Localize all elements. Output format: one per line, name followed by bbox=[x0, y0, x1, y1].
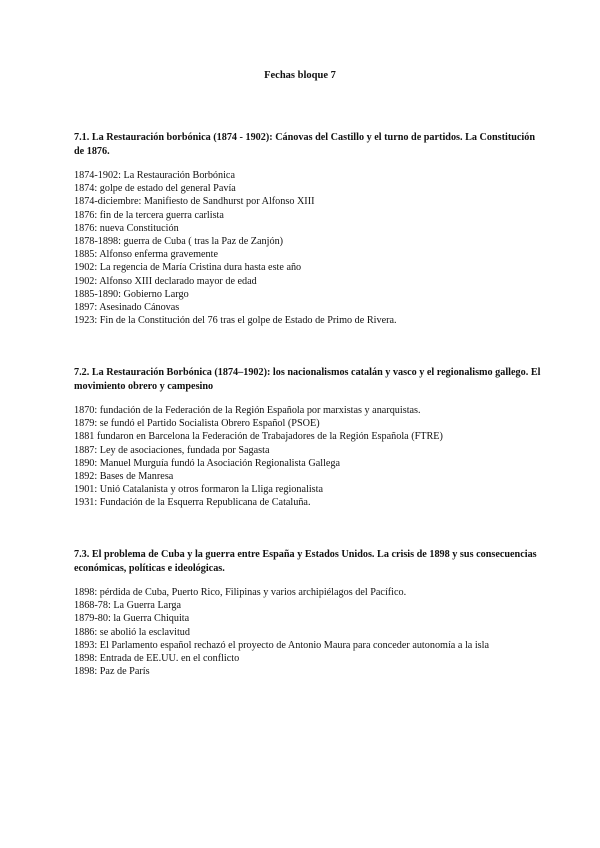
date-entry: 1878-1898: guerra de Cuba ( tras la Paz de Zanjón) bbox=[74, 236, 284, 248]
date-entry: 1874-1902: La Restauración Borbónica bbox=[74, 170, 235, 181]
date-list bbox=[74, 586, 544, 678]
date-entry: 1923: Fin de la Constitución del 76 tras el golpe de Estado de Primo de Rivera. bbox=[74, 315, 397, 327]
date-entry: 1885-1890: Gobierno Largo bbox=[74, 288, 189, 300]
section-heading: 7.3. El problema de Cuba y la guerra entre España y Estados Unidos. La crisis de 1898 y sus consecuencias económicas, políticas e ideológicas. bbox=[74, 549, 537, 574]
date-entry: 1931: Fundación de la Esquerra Republicana de Cataluña. bbox=[74, 497, 311, 509]
section-7-1 bbox=[74, 131, 544, 327]
date-entry: 1892: Bases de Manresa bbox=[74, 471, 174, 483]
section-7-3 bbox=[74, 548, 544, 678]
section-heading: 7.1. La Restauración borbónica (1874 - 1902): Cánovas del Castillo y el turno de partidos. La Constitución de 1876. bbox=[74, 132, 535, 157]
date-entry: 1876: nueva Constitución bbox=[74, 222, 179, 234]
date-list bbox=[74, 404, 544, 510]
date-entry: 1902: Alfonso XIII declarado mayor de edad bbox=[74, 275, 257, 287]
date-entry: 1879: se fundó el Partido Socialista Obrero Español (PSOE) bbox=[74, 418, 320, 430]
date-list bbox=[74, 169, 544, 327]
date-entry: 1902: La regencia de María Cristina dura hasta este año bbox=[74, 262, 302, 274]
section-heading: 7.2. La Restauración Borbónica (1874–1902): los nacionalismos catalán y vasco y el regionalismo gallego. El movimiento obrero y campesino bbox=[74, 367, 541, 392]
page-title: Fechas bloque 7 bbox=[264, 70, 336, 81]
date-entry: 1868-78: La Guerra Larga bbox=[74, 600, 182, 612]
date-entry: 1887: Ley de asociaciones, fundada por Sagasta bbox=[74, 444, 270, 456]
date-entry: 1874: golpe de estado del general Pavía bbox=[74, 183, 236, 195]
date-entry: 1881 fundaron en Barcelona la Federación de Trabajadores de la Región Española (FTRE) bbox=[74, 431, 443, 443]
date-entry: 1886: se abolió la esclavitud bbox=[74, 626, 190, 638]
date-entry: 1879-80: la Guerra Chiquita bbox=[74, 613, 190, 625]
date-entry: 1893: El Parlamento español rechazó el proyecto de Antonio Maura para conceder autonomía a la isla bbox=[74, 639, 489, 651]
date-entry: 1876: fin de la tercera guerra carlista bbox=[74, 209, 224, 221]
section-7-2 bbox=[74, 366, 544, 510]
date-entry: 1874-diciembre: Manifiesto de Sandhurst por Alfonso XIII bbox=[74, 196, 315, 208]
date-entry: 1897: Asesinado Cánovas bbox=[74, 302, 180, 314]
date-entry: 1898: Paz de París bbox=[74, 666, 150, 678]
date-entry: 1898: Entrada de EE.UU. en el conflicto bbox=[74, 653, 240, 665]
date-entry: 1901: Unió Catalanista y otros formaron la Lliga regionalista bbox=[74, 484, 323, 496]
date-entry: 1898: pérdida de Cuba, Puerto Rico, Filipinas y varios archipiélagos del Pacífico. bbox=[74, 587, 407, 598]
date-entry: 1870: fundación de la Federación de la Región Española por marxistas y anarquistas. bbox=[74, 405, 421, 416]
date-entry: 1885: Alfonso enferma gravemente bbox=[74, 249, 218, 261]
date-entry: 1890: Manuel Murguía fundó la Asociación Regionalista Gallega bbox=[74, 457, 341, 469]
